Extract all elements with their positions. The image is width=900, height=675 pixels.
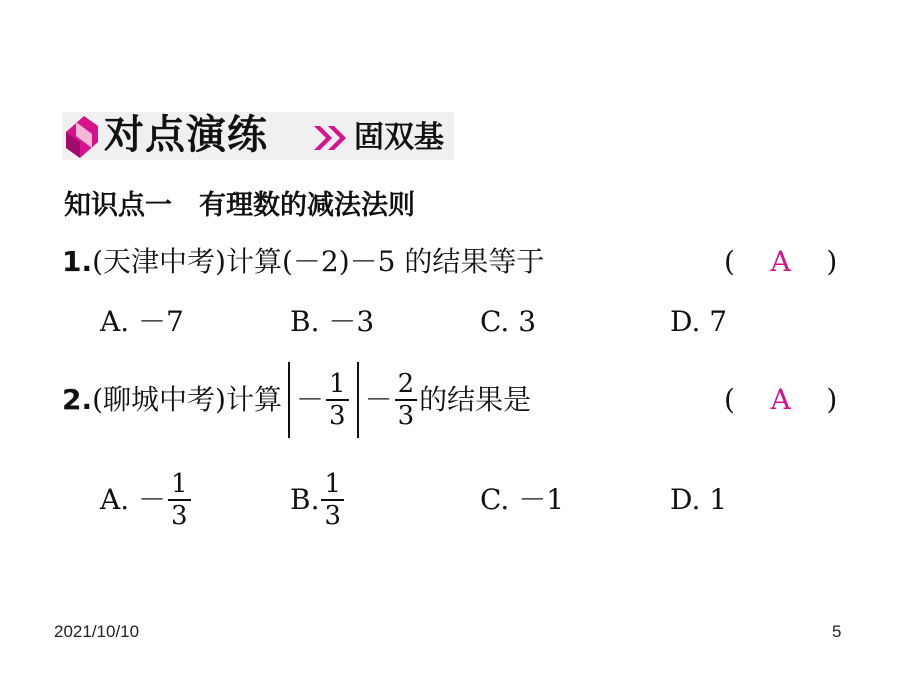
q2-option-a [100,462,193,538]
page-number: 5 [832,622,842,641]
q1-option-b: B. －3 [290,305,375,338]
question-number: 2. [62,383,93,416]
page-title: 对点演练 [104,112,268,158]
section-heading: 知识点一 有理数的减法法则 [64,190,415,221]
paren-close: ) [826,383,838,416]
fraction-numerator: 1 [329,369,346,399]
fraction-denominator: 3 [168,499,191,531]
q2-option-d: D. 1 [670,483,728,516]
question-2 [62,362,531,438]
question-stem-suffix: 的结果是 [419,383,532,416]
option-prefix: B. [290,483,320,516]
fraction-denominator: 3 [326,399,349,431]
abs-bar-right [357,362,359,438]
fraction-numerator: 1 [324,469,342,499]
banner-logo-icon [62,112,102,162]
answer-bracket-1 [724,242,837,282]
question-stem: 计算(－2)－5 的结果等于 [225,245,545,278]
minus-sign: － [364,383,393,416]
option-prefix: A. － [100,483,167,516]
answer-bracket-2 [724,380,837,420]
question-source: (聊城中考) [92,383,226,416]
q2-option-c: C. －1 [480,483,565,516]
q1-option-d: D. 7 [670,305,728,338]
abs-sign: － [296,383,325,416]
fraction-numerator: 2 [397,369,415,399]
abs-bar-left [288,362,290,438]
option-fraction [321,469,344,531]
option-fraction [168,469,191,531]
q1-option-c: C. 3 [480,305,537,338]
paren-close: ) [826,245,838,278]
fraction-numerator: 1 [171,469,188,499]
answer-2: A [770,383,791,416]
question-source: (天津中考) [92,245,226,278]
paren-open: ( [724,245,735,278]
double-chevron-icon [312,122,352,154]
fraction-one-third [326,369,349,431]
question-number: 1. [62,245,93,278]
fraction-two-thirds [395,369,418,431]
footer-date: 2021/10/10 [54,622,140,641]
question-stem-prefix: 计算 [225,383,282,416]
answer-1: A [770,245,791,278]
q1-option-a: A. －7 [100,305,184,338]
page-subtitle: 固双基 [354,120,444,155]
fraction-denominator: 3 [395,399,418,431]
question-1 [62,242,544,282]
fraction-denominator: 3 [321,499,344,531]
q2-option-b [290,462,346,538]
paren-open: ( [724,383,735,416]
